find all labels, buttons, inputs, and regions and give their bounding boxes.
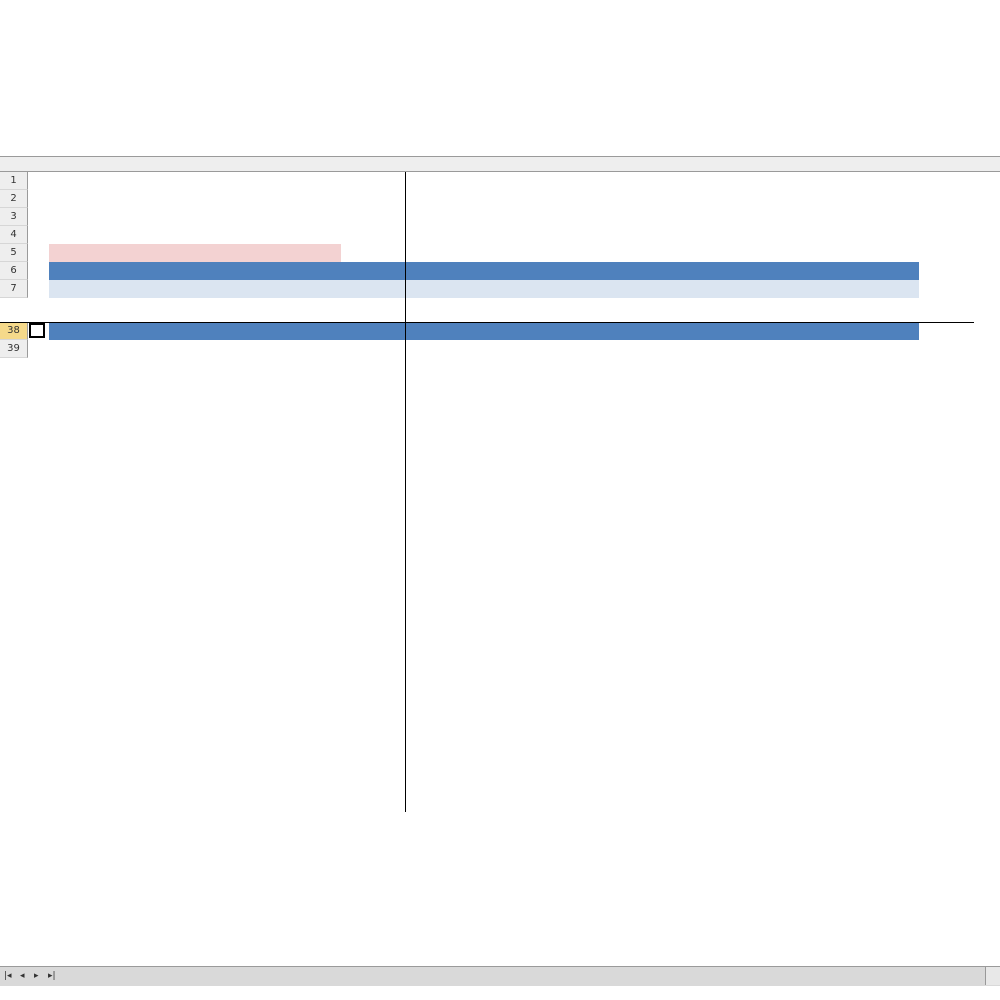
column-headers <box>0 156 1000 172</box>
row-6 <box>0 262 1000 280</box>
row-2 <box>0 190 1000 208</box>
row-header[interactable]: 38 <box>0 322 28 340</box>
model-check <box>49 244 341 262</box>
freeze-pane-vertical <box>405 172 406 812</box>
last-sheet-button[interactable]: ▸| <box>48 971 56 981</box>
sheet-tab-bar <box>0 966 1000 986</box>
prev-sheet-button[interactable]: ◂ <box>20 971 25 981</box>
sheet-title <box>49 172 341 190</box>
row-header[interactable]: 7 <box>0 280 28 298</box>
sheet-subtitle <box>49 190 341 208</box>
vertical-scrollbar-area <box>974 188 1000 812</box>
units-note <box>49 208 341 226</box>
section-header <box>49 322 341 340</box>
row-header[interactable]: 1 <box>0 172 28 190</box>
year-header-bar <box>49 262 919 280</box>
row-header[interactable]: 3 <box>0 208 28 226</box>
next-sheet-button[interactable]: ▸ <box>34 971 39 981</box>
row-3 <box>0 208 1000 226</box>
row-header[interactable]: 5 <box>0 244 28 262</box>
first-sheet-button[interactable]: |◂ <box>4 971 12 981</box>
row-header[interactable]: 6 <box>0 262 28 280</box>
row-header[interactable]: 4 <box>0 226 28 244</box>
cell-grid[interactable] <box>0 172 1000 812</box>
row-1 <box>0 172 1000 190</box>
row-4 <box>0 226 1000 244</box>
row-7 <box>0 280 1000 298</box>
fiscal-year-note <box>49 226 341 244</box>
index-link[interactable] <box>341 244 405 262</box>
spreadsheet[interactable] <box>0 156 1000 981</box>
freeze-pane-horizontal <box>0 322 1000 323</box>
row-39 <box>0 340 1000 358</box>
row-header[interactable]: 39 <box>0 340 28 358</box>
active-cell-cursor[interactable] <box>29 323 45 338</box>
row-5 <box>0 244 1000 262</box>
row-header[interactable]: 2 <box>0 190 28 208</box>
period-header-bar <box>49 280 919 298</box>
row-38 <box>0 322 1000 340</box>
horizontal-scroll-box[interactable] <box>985 967 1000 985</box>
